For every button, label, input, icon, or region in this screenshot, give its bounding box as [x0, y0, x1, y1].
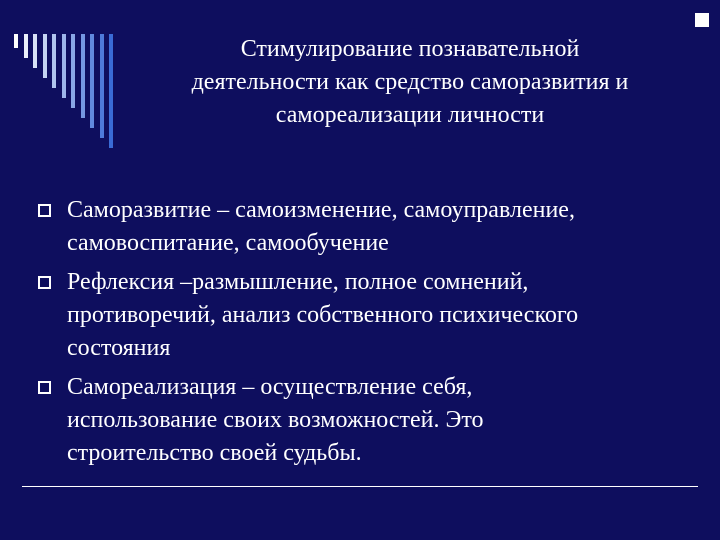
- bullet-text-line: состояния: [67, 335, 171, 361]
- stripe-bar: [24, 34, 28, 58]
- stripe-bar: [14, 34, 18, 48]
- slide-title: [130, 33, 690, 132]
- bullet-text-line: самовоспитание, самообучение: [67, 230, 389, 256]
- stripe-bar: [62, 34, 66, 98]
- bullet-text-line: противоречий, анализ собственного психического: [67, 302, 579, 328]
- stripe-bar: [71, 34, 75, 108]
- bullet-list: [38, 194, 698, 476]
- stripe-bar: [33, 34, 37, 68]
- square-bullet-icon: [38, 381, 51, 394]
- bullet-text-line: использование своих возможностей. Это: [67, 407, 484, 433]
- bullet-text-line: строительство своей судьбы.: [67, 440, 362, 466]
- stripe-bar: [90, 34, 94, 128]
- corner-square-icon: [695, 13, 709, 27]
- decorative-stripes: [14, 34, 124, 154]
- stripe-bar: [52, 34, 56, 88]
- title-line: самореализации личности: [275, 102, 545, 128]
- title-line: деятельности как средство саморазвития и: [191, 69, 629, 95]
- bullet-item: [38, 266, 698, 365]
- title-line: Стимулирование познавательной: [240, 36, 580, 62]
- bullet-item: [38, 371, 698, 470]
- square-bullet-icon: [38, 204, 51, 217]
- square-bullet-icon: [38, 276, 51, 289]
- bullet-item: [38, 194, 698, 260]
- bottom-divider: [22, 486, 698, 487]
- bullet-text-line: Саморазвитие – самоизменение, самоуправление,: [67, 197, 575, 223]
- stripe-bar: [81, 34, 85, 118]
- bullet-text-line: Самореализация – осуществление себя,: [67, 374, 473, 400]
- stripe-bar: [43, 34, 47, 78]
- stripe-bar: [109, 34, 113, 148]
- bullet-text-line: Рефлексия –размышление, полное сомнений,: [67, 269, 529, 295]
- stripe-bar: [100, 34, 104, 138]
